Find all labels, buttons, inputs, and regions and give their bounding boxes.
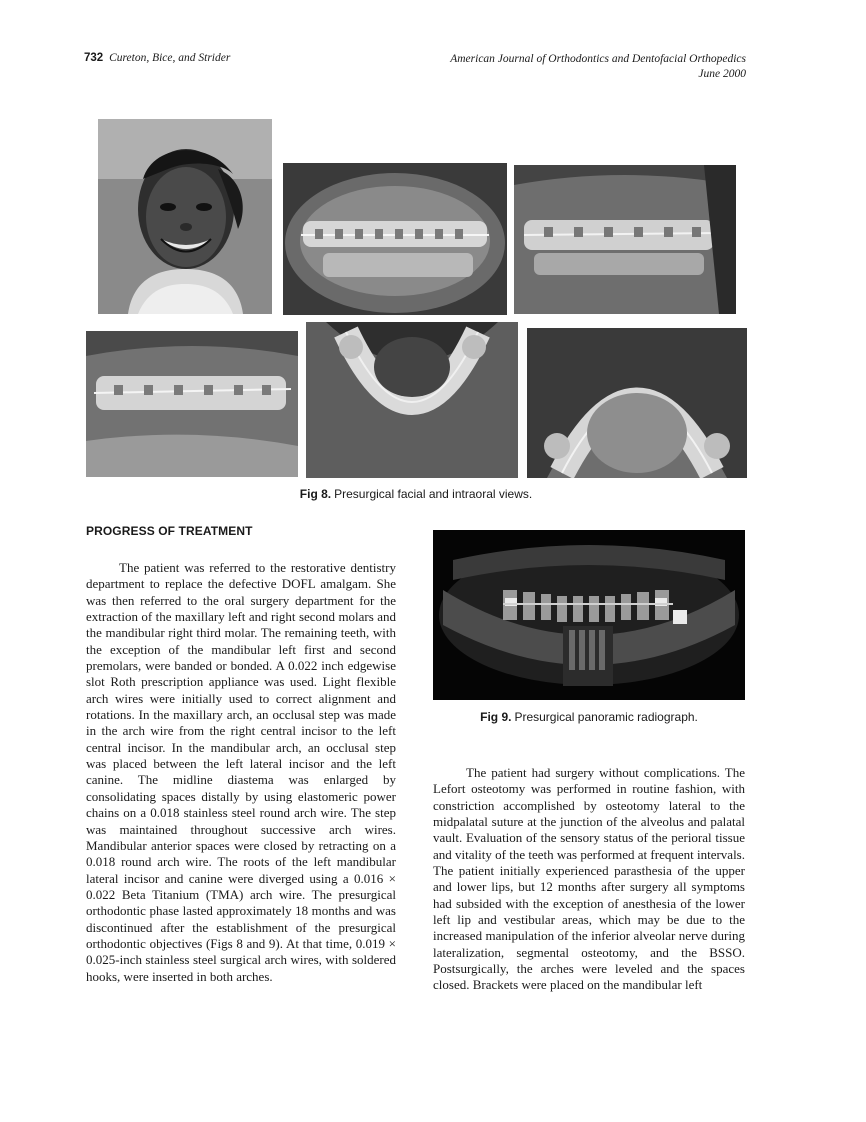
body-column-left bbox=[86, 560, 396, 985]
section-heading: PROGRESS OF TREATMENT bbox=[86, 524, 253, 538]
body-paragraph-left: The patient was referred to the restorative dentistry department to replace the defective DOFL amalgam. She was then referred to the oral surgery department for the extraction of the maxillary left and right second molars and the mandibular right third molar. The remaining teeth, with the exception of the mandibular left first and second premolars, were banded or bonded. A 0.022 inch edgewise slot Roth prescription appliance was used. Light flexible arch wires were initially used to correct alignment and rotations. In the maxillary arch, an occlusal step was made in the arch wire from the right central incisor to the left central incisor. In the mandibular arch, an occlusal step was placed between the left lateral incisor and the left canine. The midline diastema was enlarged by consolidating spaces distally by using elastomeric power chains on a 0.018 stainless steel round arch wire. The step was maintained throughout successive arch wires. Mandibular anterior spaces were closed by retracting on a 0.018 round arch wire. The roots of the left mandibular lateral incisor and canine were diverged using a 0.016 × 0.022 Beta Titanium (TMA) arch wire. The presurgical orthodontic phase lasted approximately 18 months and was discontinued after the establishment of the presurgical orthodontic objectives (Figs 8 and 9). At that time, 0.019 × 0.025-inch stainless steel surgical arch wires, with soldered hooks, were inserted in both arches. bbox=[86, 560, 396, 984]
body-column-right bbox=[433, 765, 745, 994]
panoramic-radiograph bbox=[433, 530, 745, 700]
header-right bbox=[326, 52, 746, 82]
figure-8-label: Fig 8. bbox=[299, 487, 332, 501]
figure-9-caption-text: Presurgical panoramic radiograph. bbox=[514, 710, 698, 724]
header-authors: Cureton, Bice, and Strider bbox=[109, 52, 231, 64]
intraoral-lateral-left-photo bbox=[86, 331, 298, 477]
header-date: June 2000 bbox=[698, 68, 746, 80]
page-number: 732 bbox=[84, 52, 104, 64]
intraoral-lateral-right-photo bbox=[514, 165, 736, 314]
figure-8-caption-text: Presurgical facial and intraoral views. bbox=[334, 487, 533, 501]
header-left bbox=[84, 52, 230, 64]
body-paragraph-right: The patient had surgery without complications. The Lefort osteotomy was performed in routine fashion, with constriction accomplished by osteotomy lateral to the midpalatal suture at the junction of the alveolus and palatal vault. Evaluation of the sensory status of the perioral tissue and vitality of the teeth was performed at frequent intervals. The patient initially experienced parasthesia of the upper and lower lips, but 12 months after surgery all symptoms had subsided with the exception of anesthesia of the lower left lip and vestibular areas, which may be due to the increased manipulation of the inferior alveolar nerve during lateralization, segmental osteotomy, and the BSSO. Postsurgically, the arches were leveled and the spaces closed. Brackets were placed on the mandibular left bbox=[433, 765, 745, 993]
figure-8-caption bbox=[0, 487, 866, 501]
figure-9-caption bbox=[433, 710, 745, 724]
occlusal-mandibular-photo bbox=[306, 322, 518, 478]
figure-9-label: Fig 9. bbox=[480, 710, 512, 724]
intraoral-frontal-photo bbox=[283, 163, 507, 315]
facial-photo bbox=[98, 119, 272, 314]
header-journal: American Journal of Orthodontics and Dentofacial Orthopedics bbox=[450, 53, 746, 65]
occlusal-maxillary-photo bbox=[527, 328, 747, 478]
